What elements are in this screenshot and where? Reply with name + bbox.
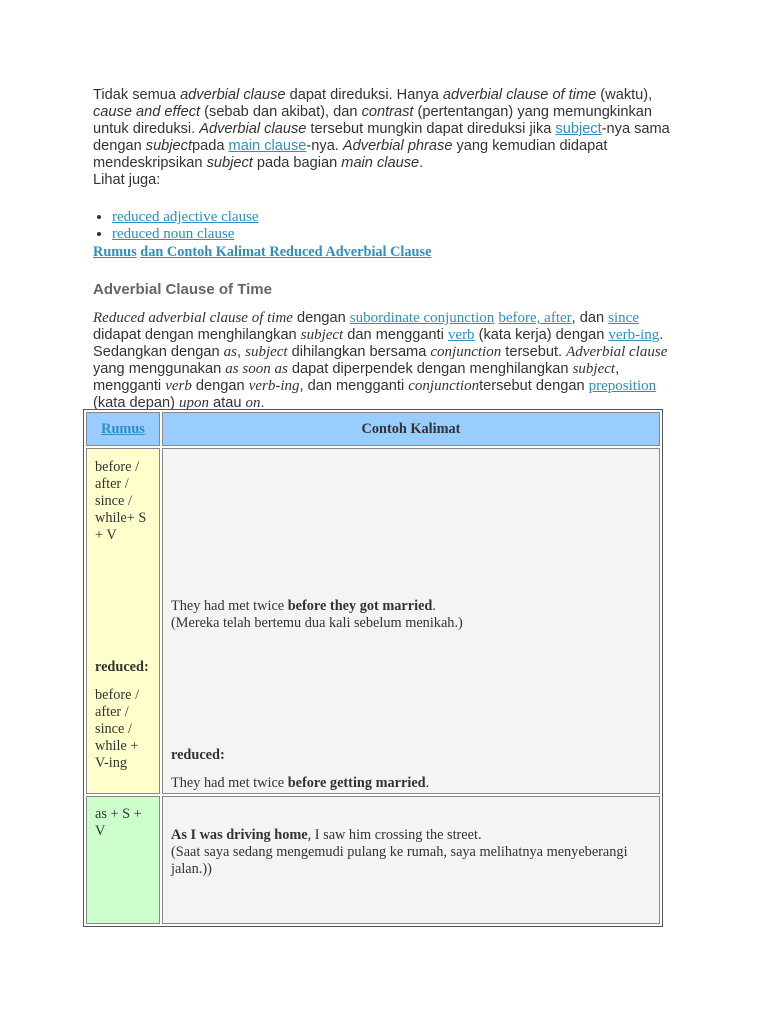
text: , mengganti: [93, 361, 620, 394]
header-cell: [86, 412, 160, 446]
reduced-example: [171, 747, 651, 792]
term: subject: [145, 138, 193, 154]
term: adverbial clause: [180, 87, 286, 103]
text: yang kemudian didapat mendeskripsikan: [93, 138, 608, 171]
list-item: [112, 209, 259, 226]
table-header-row: [86, 412, 660, 446]
emphasis: before getting married: [287, 775, 426, 791]
term: conjunction: [430, 344, 502, 360]
text: .: [432, 598, 436, 614]
formula-line: before /: [95, 459, 140, 475]
text: .: [260, 395, 265, 411]
formula-line: + V: [95, 527, 117, 543]
formula-text: [87, 797, 159, 848]
text: tersebut.: [501, 344, 567, 360]
text: .: [425, 775, 430, 791]
term: adverbial clause of time: [442, 87, 597, 103]
example-sentence: [171, 775, 651, 792]
text: (pertentangan) yang memungkinkan untuk direduksi.: [93, 104, 652, 137]
verb-ing-link[interactable]: verb-ing: [608, 327, 660, 343]
text: dapat direduksi. Hanya: [285, 87, 443, 103]
text: didapat dengan menghilangkan: [93, 327, 301, 343]
header-cell: Contoh Kalimat: [162, 412, 660, 446]
text: dapat diperpendek dengan menghilangkan: [287, 361, 573, 377]
rumus-link[interactable]: Rumus: [93, 244, 137, 260]
text: They had met twice: [171, 775, 288, 791]
reduced-label: reduced:: [171, 747, 225, 763]
emphasis: As I was driving home: [171, 827, 308, 843]
term: on: [245, 395, 261, 411]
formula-line: V-ing: [95, 755, 128, 771]
formula-line: as + S +: [95, 806, 142, 822]
text: atau: [209, 395, 246, 411]
term: upon: [179, 395, 209, 411]
rumus-header-link[interactable]: Rumus: [101, 420, 145, 437]
before-after-link[interactable]: before, after: [498, 310, 572, 326]
term: conjunction: [408, 378, 480, 394]
heading-link[interactable]: dan Contoh Kalimat Reduced Adverbial Clause: [140, 244, 432, 260]
subheading: Adverbial Clause of Time: [93, 281, 272, 298]
formula-cell: [86, 448, 160, 794]
main-clause-link[interactable]: main clause: [228, 138, 307, 154]
term: subject: [300, 327, 344, 343]
subordinate-conjunction-link[interactable]: subordinate conjunction: [349, 310, 495, 326]
text: -nya.: [306, 138, 343, 154]
text: pada bagian: [252, 155, 342, 171]
formula-line: since /: [95, 721, 132, 737]
text: dihilangkan bersama: [287, 344, 431, 360]
translation: (Saat saya sedang mengemudi pulang ke rumah, saya melihatnya menyeberangi jalan.)): [171, 844, 628, 877]
verb-link[interactable]: verb: [447, 327, 475, 343]
formula-line: after /: [95, 704, 129, 720]
term: subject: [206, 155, 253, 171]
table-row: [86, 796, 660, 924]
text: pada: [192, 138, 229, 154]
since-link[interactable]: since: [608, 310, 639, 326]
example-cell: [162, 796, 660, 924]
reduced-adjective-clause-link[interactable]: reduced adjective clause: [112, 209, 259, 225]
term: Adverbial phrase: [342, 138, 453, 154]
body-paragraph: [93, 310, 683, 412]
list-item: [112, 226, 259, 243]
term: subject: [572, 361, 616, 377]
text: .: [419, 155, 424, 171]
text: (waktu),: [596, 87, 653, 103]
term: as: [223, 344, 237, 360]
term: verb: [165, 378, 192, 394]
text: -nya sama dengan: [93, 121, 670, 154]
example-sentence: [171, 598, 651, 615]
intro-paragraph: [93, 87, 683, 189]
text: (kata depan): [93, 395, 179, 411]
term: as soon as: [225, 361, 288, 377]
see-also-list: [88, 209, 259, 243]
text: dan mengganti: [343, 327, 448, 343]
reduced-label: reduced:: [95, 659, 149, 675]
formula-cell: [86, 796, 160, 924]
formula-line: before /: [95, 687, 140, 703]
term: main clause: [341, 155, 420, 171]
formula-line: after /: [95, 476, 129, 492]
reduced-noun-clause-link[interactable]: reduced noun clause: [112, 226, 235, 242]
example-cell: [162, 448, 660, 794]
text: (kata kerja) dengan: [474, 327, 609, 343]
text: , dan mengganti: [299, 378, 409, 394]
reduced-block: [95, 659, 149, 772]
text: tersebut dengan: [479, 378, 589, 394]
example-text: [171, 598, 651, 632]
text: ,: [237, 344, 246, 360]
term: verb-ing: [248, 378, 300, 394]
term: contrast: [361, 104, 414, 120]
example-text: [171, 827, 641, 878]
formula-line: while +: [95, 738, 139, 754]
subject-link[interactable]: subject: [555, 121, 602, 137]
formula-line: while+ S: [95, 510, 147, 526]
text: , I saw him crossing the street.: [307, 827, 482, 843]
formula-text: [87, 449, 159, 552]
formula-table: [83, 409, 663, 927]
term: Adverbial clause: [199, 121, 307, 137]
text: dengan: [191, 378, 249, 394]
text: , dan: [571, 310, 609, 326]
term: subject: [245, 344, 288, 360]
see-also-label: Lihat juga:: [93, 172, 161, 188]
text: . Sedangkan dengan: [93, 327, 664, 360]
text: tersebut mungkin dapat direduksi jika: [306, 121, 556, 137]
text: Tidak semua: [93, 87, 181, 103]
section-heading: [93, 244, 431, 261]
text: yang menggunakan: [93, 361, 226, 377]
example-sentence: [171, 827, 641, 844]
table-row: [86, 448, 660, 794]
text: (sebab dan akibat), dan: [200, 104, 362, 120]
term: cause and effect: [93, 104, 201, 120]
emphasis: before they got married: [287, 598, 433, 614]
term: Reduced adverbial clause of time: [93, 310, 293, 326]
preposition-link[interactable]: preposition: [588, 378, 657, 394]
formula-line: V: [95, 823, 106, 839]
text: dengan: [292, 310, 350, 326]
term: Adverbial clause: [566, 344, 668, 360]
text: They had met twice: [171, 598, 288, 614]
translation: (Mereka telah bertemu dua kali sebelum menikah.): [171, 615, 463, 631]
formula-line: since /: [95, 493, 132, 509]
